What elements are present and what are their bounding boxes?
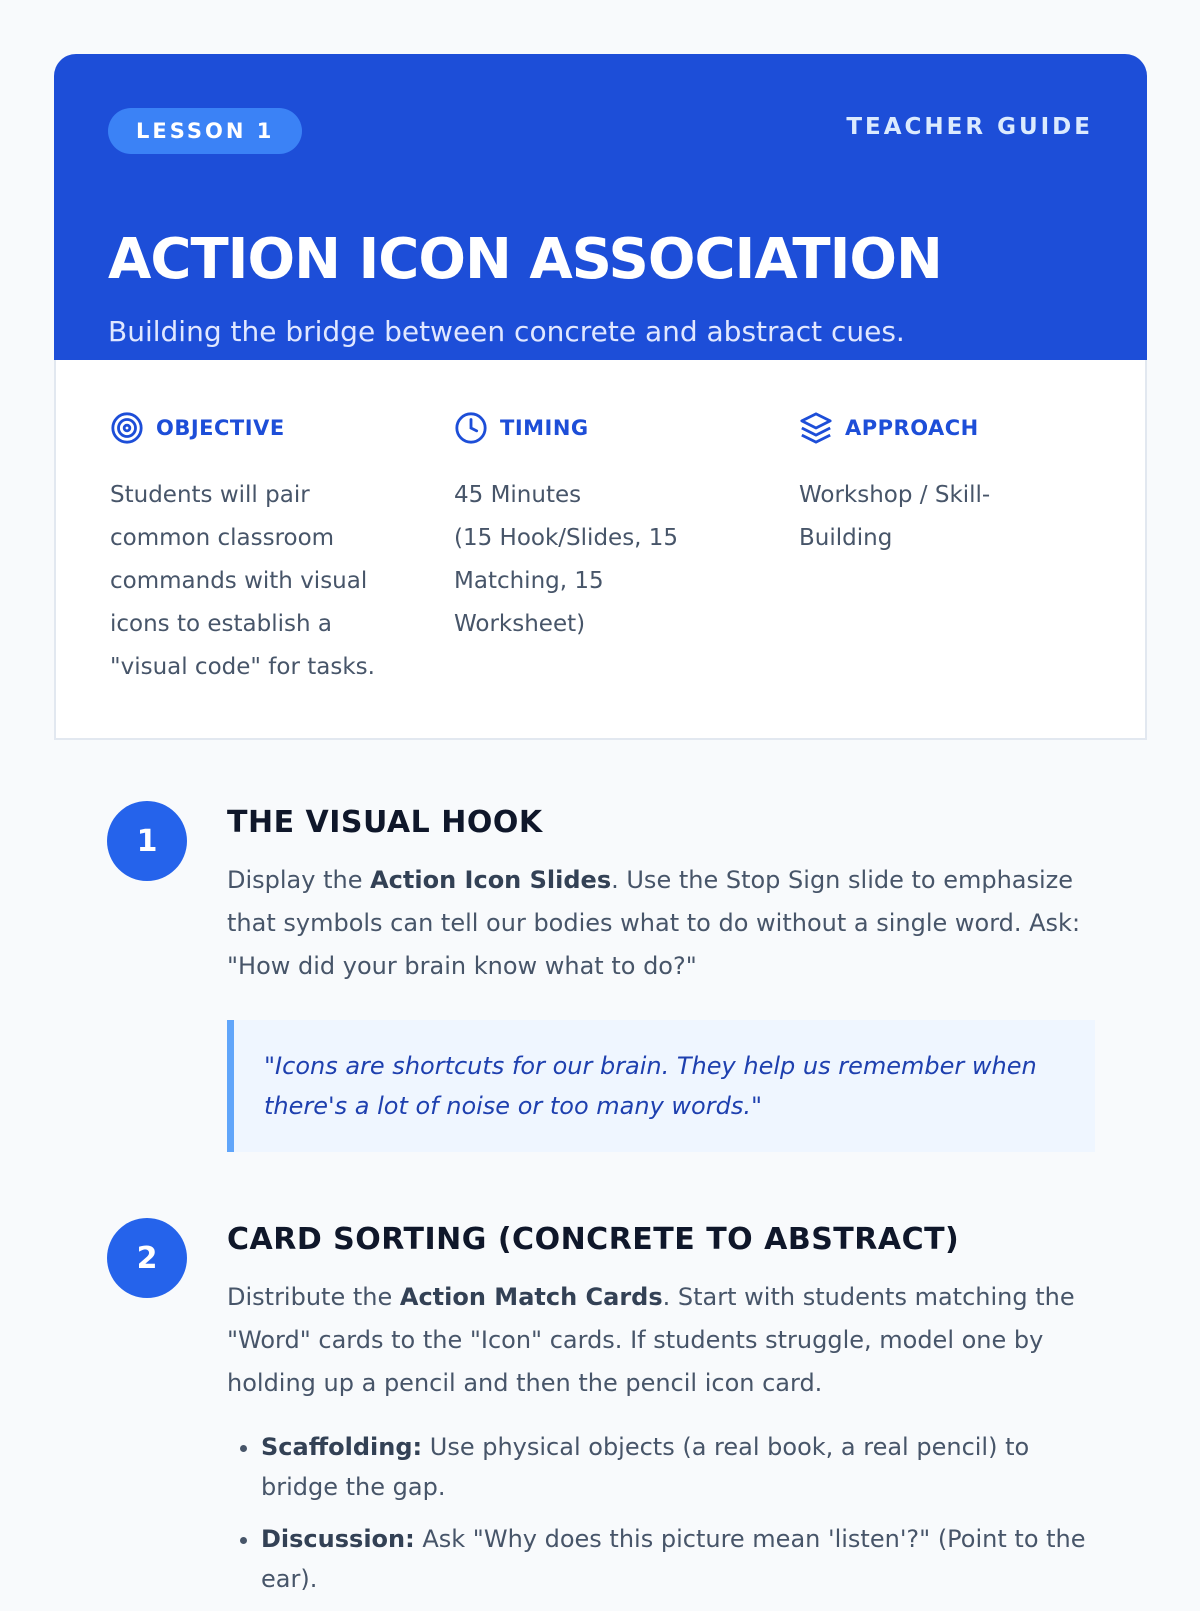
- step-number-badge: 1: [107, 801, 187, 881]
- step-description: Distribute the Action Match Cards. Start with students matching the "Word" cards to the "Icon" cards. If students struggle, model one by holding up a pencil and then the pencil icon card.: [227, 1283, 1075, 1397]
- timing-section: [454, 410, 744, 646]
- resource-name: Action Icon Slides: [370, 866, 612, 894]
- clock-icon: [454, 411, 488, 445]
- step-title: THE VISUAL HOOK: [227, 805, 543, 840]
- teacher-quote: "Icons are shortcuts for our brain. They help us remember when there's a lot of noise or too many words.": [227, 1020, 1095, 1152]
- list-item: • Discussion: Ask "Why does this picture mean 'listen'?" (Point to the ear).: [261, 1519, 1095, 1599]
- target-icon: [110, 411, 144, 445]
- step-description: Display the Action Icon Slides. Use the Stop Sign slide to emphasize that symbols can tell our bodies what to do without a single word. Ask: "How did your brain know what to do?": [227, 866, 1081, 980]
- lesson-meta-panel: [54, 360, 1147, 740]
- layers-icon: [799, 411, 833, 445]
- approach-text: Workshop / Skill- Building: [799, 482, 991, 551]
- lesson-header: [54, 54, 1147, 360]
- resource-name: Action Match Cards: [399, 1283, 663, 1311]
- teacher-guide-label: TEACHER GUIDE: [846, 114, 1093, 140]
- page-title: ACTION ICON ASSOCIATION: [108, 227, 942, 292]
- approach-section: [799, 410, 1089, 560]
- timing-label: TIMING: [500, 416, 589, 440]
- step-bullet-list: [227, 1427, 1095, 1599]
- objective-section: [110, 410, 400, 689]
- approach-label: APPROACH: [845, 416, 979, 440]
- timing-text: 45 Minutes (15 Hook/Slides, 15 Matching, 15 Worksheet): [454, 482, 679, 637]
- page-subtitle: Building the bridge between concrete and abstract cues.: [108, 315, 905, 348]
- list-item: • Scaffolding: Use physical objects (a real book, a real pencil) to bridge the gap.: [261, 1427, 1095, 1507]
- lesson-badge: LESSON 1: [108, 108, 302, 154]
- objective-label: OBJECTIVE: [156, 416, 285, 440]
- step-number-badge: 2: [107, 1218, 187, 1298]
- step-title: CARD SORTING (CONCRETE TO ABSTRACT): [227, 1222, 960, 1257]
- objective-text: Students will pair common classroom commands with visual icons to establish a "visual code" for tasks.: [110, 482, 375, 680]
- lesson-card: [54, 54, 1147, 740]
